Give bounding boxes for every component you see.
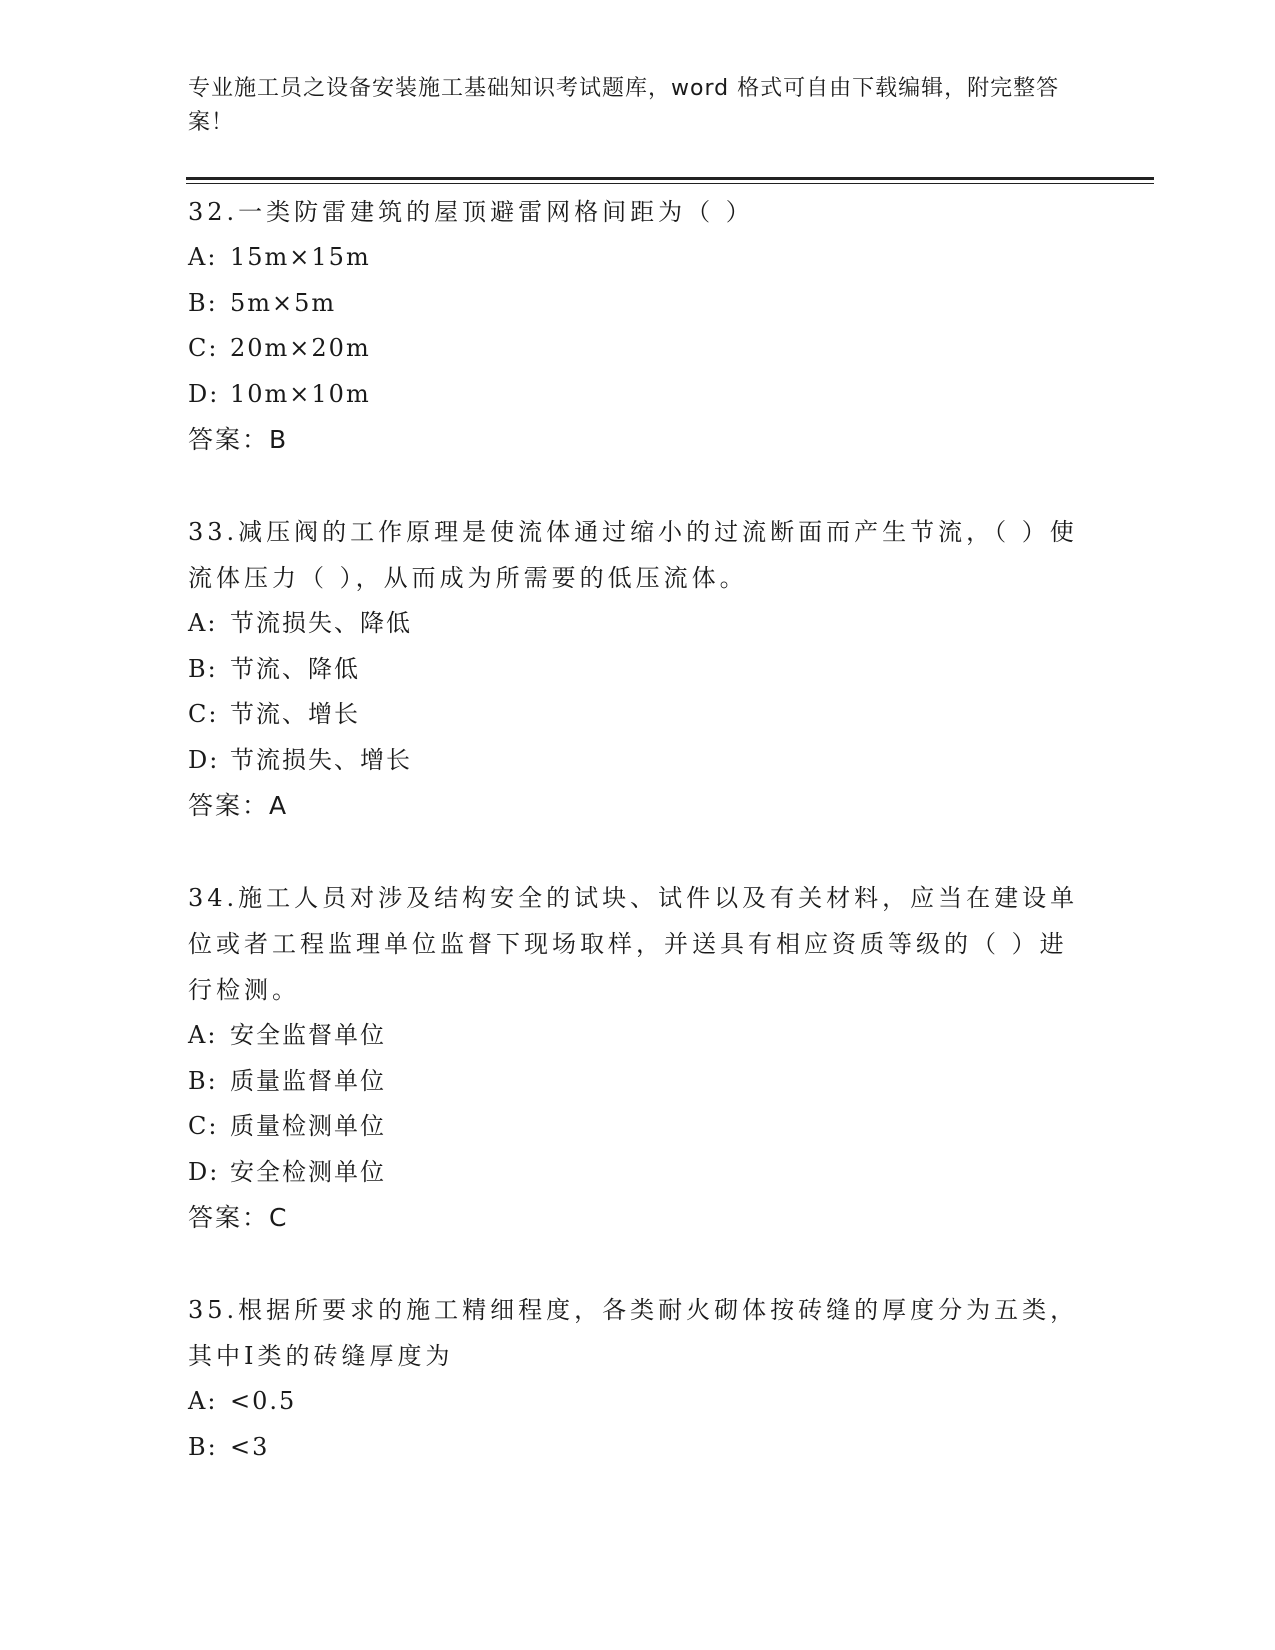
option-key: B:	[188, 654, 218, 683]
question-block	[188, 189, 1088, 463]
question-text: 34.施工人员对涉及结构安全的试块、试件以及有关材料，应当在建设单位或者工程监理单位监督下现场取样，并送具有相应资质等级的（ ）进行检测。	[188, 884, 1079, 1004]
option-text: 安全检测单位	[230, 1157, 386, 1186]
answer-option	[188, 1379, 1088, 1425]
answer-option	[188, 235, 1088, 281]
answer-option	[188, 738, 1088, 784]
option-text: 节流损失、降低	[230, 609, 412, 637]
answer-option	[188, 1059, 1088, 1105]
question-list	[188, 189, 1088, 1516]
option-text: 10m×10m	[230, 379, 371, 408]
answer-option	[188, 1013, 1088, 1059]
answer-key: 答案：B	[188, 425, 289, 454]
option-text: 安全监督单位	[230, 1021, 386, 1049]
answer-option	[188, 692, 1088, 738]
option-key: C:	[188, 1112, 219, 1140]
option-key: C:	[188, 700, 219, 728]
option-key: D:	[188, 379, 220, 408]
option-text: <3	[230, 1432, 270, 1461]
question-text: 35.根据所要求的施工精细程度，各类耐火砌体按砖缝的厚度分为五类，其中Ⅰ类的砖缝厚度为	[188, 1296, 1079, 1370]
answer-option	[188, 281, 1088, 327]
header-divider-thin	[186, 183, 1154, 184]
document-intro: 专业施工员之设备安装施工基础知识考试题库，word 格式可自由下载编辑，附完整答案！	[188, 76, 1060, 135]
answer-option	[188, 1425, 1088, 1471]
option-key: B:	[188, 1432, 218, 1461]
answer-option	[188, 372, 1088, 418]
option-text: 5m×5m	[230, 288, 337, 317]
question-text: 33.减压阀的工作原理是使流体通过缩小的过流断面而产生节流，（ ）使流体压力（ ），从而成为所需要的低压流体。	[188, 518, 1078, 592]
question-block	[188, 509, 1088, 829]
option-text: 20m×20m	[230, 334, 371, 362]
answer-option	[188, 326, 1088, 372]
option-key: A:	[188, 1387, 218, 1415]
option-text: 质量检测单位	[230, 1112, 386, 1140]
option-text: <0.5	[230, 1387, 297, 1415]
question-block	[188, 1287, 1088, 1470]
question-text: 32.一类防雷建筑的屋顶避雷网格间距为（ ）	[188, 198, 754, 226]
option-text: 质量监督单位	[230, 1066, 386, 1095]
option-key: B:	[188, 288, 218, 317]
header-divider-thick	[186, 177, 1154, 180]
option-key: A:	[188, 609, 218, 637]
answer-option	[188, 1150, 1088, 1196]
answer-key: 答案：C	[188, 1203, 289, 1232]
option-key: D:	[188, 745, 220, 774]
option-text: 15m×15m	[230, 243, 371, 271]
answer-option	[188, 647, 1088, 693]
answer-option	[188, 1104, 1088, 1150]
option-text: 节流损失、增长	[230, 745, 412, 774]
option-key: D:	[188, 1157, 220, 1186]
option-text: 节流、降低	[230, 654, 360, 683]
option-key: B:	[188, 1066, 218, 1095]
answer-option	[188, 601, 1088, 647]
question-block	[188, 875, 1088, 1241]
option-key: A:	[188, 1021, 218, 1049]
answer-key: 答案：A	[188, 791, 289, 820]
option-text: 节流、增长	[230, 700, 360, 728]
option-key: C:	[188, 334, 219, 362]
option-key: A:	[188, 243, 218, 271]
